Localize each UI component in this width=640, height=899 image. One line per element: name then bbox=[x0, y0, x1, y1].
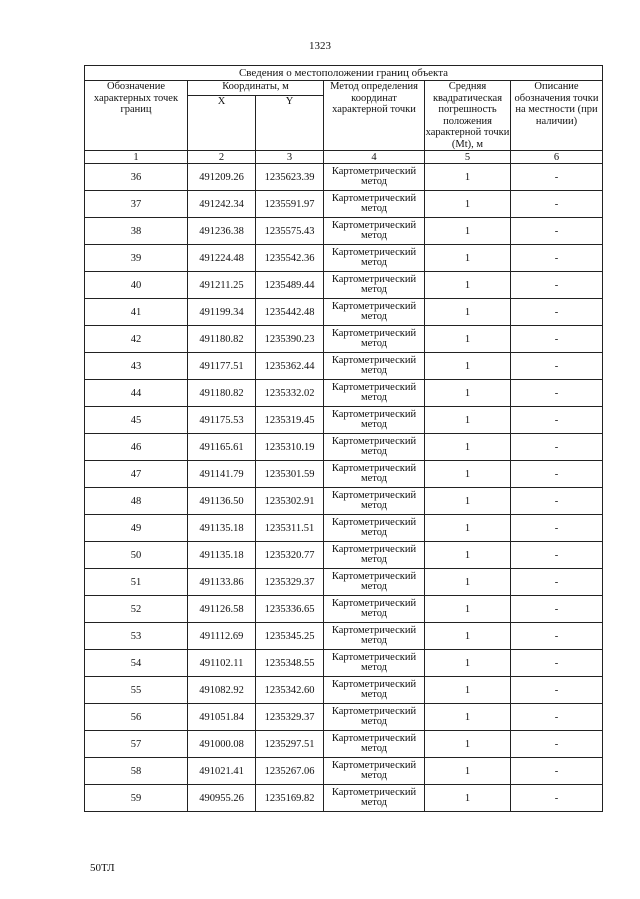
x-coordinate-cell: 491209.26 bbox=[188, 164, 256, 191]
method-cell: Картометрический метод bbox=[324, 515, 425, 542]
point-cell: 44 bbox=[85, 380, 188, 407]
method-cell: Картометрический метод bbox=[324, 623, 425, 650]
x-coordinate-cell: 491112.69 bbox=[188, 623, 256, 650]
method-cell: Картометрический метод bbox=[324, 326, 425, 353]
table-title: Сведения о местоположении границ объекта bbox=[85, 66, 603, 81]
description-cell: - bbox=[511, 434, 603, 461]
x-coordinate-cell: 491135.18 bbox=[188, 515, 256, 542]
y-coordinate-cell: 1235319.45 bbox=[256, 407, 324, 434]
header-error: Средняя квадратическая погрешность положения характерной точки (Mt), м bbox=[425, 81, 510, 150]
x-coordinate-cell: 491000.08 bbox=[188, 731, 256, 758]
x-coordinate-cell: 491051.84 bbox=[188, 704, 256, 731]
x-coordinate-cell: 491177.51 bbox=[188, 353, 256, 380]
description-cell: - bbox=[511, 380, 603, 407]
column-numbers-row bbox=[85, 151, 603, 164]
table-row bbox=[85, 353, 603, 380]
error-cell: 1 bbox=[425, 461, 511, 488]
error-cell: 1 bbox=[425, 731, 511, 758]
method-cell: Картометрический метод bbox=[324, 245, 425, 272]
description-cell: - bbox=[511, 461, 603, 488]
error-cell: 1 bbox=[425, 596, 511, 623]
description-cell: - bbox=[511, 326, 603, 353]
y-coordinate-cell: 1235302.91 bbox=[256, 488, 324, 515]
x-coordinate-cell: 490955.26 bbox=[188, 785, 256, 812]
point-cell: 54 bbox=[85, 650, 188, 677]
description-cell: - bbox=[511, 596, 603, 623]
y-coordinate-cell: 1235575.43 bbox=[256, 218, 324, 245]
description-cell: - bbox=[511, 785, 603, 812]
error-cell: 1 bbox=[425, 569, 511, 596]
y-coordinate-cell: 1235297.51 bbox=[256, 731, 324, 758]
footer-code: 50ТЛ bbox=[90, 862, 115, 874]
header-y: Y bbox=[256, 96, 324, 111]
description-cell: - bbox=[511, 353, 603, 380]
method-cell: Картометрический метод bbox=[324, 272, 425, 299]
header-x-spacer bbox=[188, 110, 256, 151]
column-number: 6 bbox=[511, 151, 603, 164]
description-cell: - bbox=[511, 218, 603, 245]
x-coordinate-cell: 491199.34 bbox=[188, 299, 256, 326]
y-coordinate-cell: 1235345.25 bbox=[256, 623, 324, 650]
description-cell: - bbox=[511, 704, 603, 731]
y-coordinate-cell: 1235342.60 bbox=[256, 677, 324, 704]
point-cell: 36 bbox=[85, 164, 188, 191]
method-cell: Картометрический метод bbox=[324, 164, 425, 191]
description-cell: - bbox=[511, 272, 603, 299]
y-coordinate-cell: 1235320.77 bbox=[256, 542, 324, 569]
column-number: 1 bbox=[85, 151, 188, 164]
table-row bbox=[85, 542, 603, 569]
header-description: Описание обозначения точки на местности (при наличии) bbox=[511, 81, 603, 151]
method-cell: Картометрический метод bbox=[324, 380, 425, 407]
x-coordinate-cell: 491180.82 bbox=[188, 326, 256, 353]
point-cell: 39 bbox=[85, 245, 188, 272]
error-cell: 1 bbox=[425, 191, 511, 218]
table-row bbox=[85, 326, 603, 353]
x-coordinate-cell: 491141.79 bbox=[188, 461, 256, 488]
error-cell: 1 bbox=[425, 542, 511, 569]
description-cell: - bbox=[511, 164, 603, 191]
y-coordinate-cell: 1235591.97 bbox=[256, 191, 324, 218]
description-cell: - bbox=[511, 191, 603, 218]
table-row bbox=[85, 569, 603, 596]
y-coordinate-cell: 1235336.65 bbox=[256, 596, 324, 623]
error-cell: 1 bbox=[425, 299, 511, 326]
x-coordinate-cell: 491224.48 bbox=[188, 245, 256, 272]
method-cell: Картометрический метод bbox=[324, 434, 425, 461]
description-cell: - bbox=[511, 515, 603, 542]
error-cell: 1 bbox=[425, 245, 511, 272]
error-cell: 1 bbox=[425, 785, 511, 812]
error-cell: 1 bbox=[425, 515, 511, 542]
point-cell: 43 bbox=[85, 353, 188, 380]
description-cell: - bbox=[511, 542, 603, 569]
y-coordinate-cell: 1235310.19 bbox=[256, 434, 324, 461]
table-row bbox=[85, 596, 603, 623]
point-cell: 51 bbox=[85, 569, 188, 596]
method-cell: Картометрический метод bbox=[324, 353, 425, 380]
method-cell: Картометрический метод bbox=[324, 785, 425, 812]
point-cell: 58 bbox=[85, 758, 188, 785]
point-cell: 57 bbox=[85, 731, 188, 758]
y-coordinate-cell: 1235623.39 bbox=[256, 164, 324, 191]
method-cell: Картометрический метод bbox=[324, 461, 425, 488]
method-cell: Картометрический метод bbox=[324, 704, 425, 731]
method-cell: Картометрический метод bbox=[324, 218, 425, 245]
y-coordinate-cell: 1235390.23 bbox=[256, 326, 324, 353]
table-row bbox=[85, 461, 603, 488]
table-row bbox=[85, 731, 603, 758]
description-cell: - bbox=[511, 623, 603, 650]
x-coordinate-cell: 491102.11 bbox=[188, 650, 256, 677]
column-number: 4 bbox=[324, 151, 425, 164]
column-number: 2 bbox=[188, 151, 256, 164]
method-cell: Картометрический метод bbox=[324, 596, 425, 623]
x-coordinate-cell: 491133.86 bbox=[188, 569, 256, 596]
y-coordinate-cell: 1235329.37 bbox=[256, 569, 324, 596]
method-cell: Картометрический метод bbox=[324, 758, 425, 785]
column-number: 3 bbox=[256, 151, 324, 164]
error-cell: 1 bbox=[425, 353, 511, 380]
error-cell: 1 bbox=[425, 326, 511, 353]
table-row bbox=[85, 785, 603, 812]
description-cell: - bbox=[511, 245, 603, 272]
description-cell: - bbox=[511, 299, 603, 326]
header-x: X bbox=[188, 96, 256, 111]
table-row bbox=[85, 380, 603, 407]
point-cell: 56 bbox=[85, 704, 188, 731]
x-coordinate-cell: 491135.18 bbox=[188, 542, 256, 569]
x-coordinate-cell: 491021.41 bbox=[188, 758, 256, 785]
table-row bbox=[85, 650, 603, 677]
table-row bbox=[85, 677, 603, 704]
description-cell: - bbox=[511, 650, 603, 677]
method-cell: Картометрический метод bbox=[324, 569, 425, 596]
table-row bbox=[85, 245, 603, 272]
description-cell: - bbox=[511, 677, 603, 704]
point-cell: 47 bbox=[85, 461, 188, 488]
table-row bbox=[85, 515, 603, 542]
header-coordinates: Координаты, м bbox=[188, 81, 324, 96]
error-cell: 1 bbox=[425, 407, 511, 434]
column-number: 5 bbox=[425, 151, 511, 164]
description-cell: - bbox=[511, 488, 603, 515]
error-cell: 1 bbox=[425, 380, 511, 407]
table-row bbox=[85, 434, 603, 461]
point-cell: 53 bbox=[85, 623, 188, 650]
table-row bbox=[85, 164, 603, 191]
x-coordinate-cell: 491242.34 bbox=[188, 191, 256, 218]
page-number: 1323 bbox=[309, 40, 331, 52]
error-cell: 1 bbox=[425, 164, 511, 191]
y-coordinate-cell: 1235489.44 bbox=[256, 272, 324, 299]
error-cell: 1 bbox=[425, 623, 511, 650]
table-row bbox=[85, 272, 603, 299]
method-cell: Картометрический метод bbox=[324, 542, 425, 569]
method-cell: Картометрический метод bbox=[324, 191, 425, 218]
error-cell: 1 bbox=[425, 434, 511, 461]
table-row bbox=[85, 218, 603, 245]
y-coordinate-cell: 1235348.55 bbox=[256, 650, 324, 677]
y-coordinate-cell: 1235362.44 bbox=[256, 353, 324, 380]
method-cell: Картометрический метод bbox=[324, 488, 425, 515]
point-cell: 40 bbox=[85, 272, 188, 299]
table-row bbox=[85, 704, 603, 731]
method-cell: Картометрический метод bbox=[324, 299, 425, 326]
y-coordinate-cell: 1235169.82 bbox=[256, 785, 324, 812]
header-method: Метод определения координат характерной точки bbox=[324, 81, 425, 151]
y-coordinate-cell: 1235267.06 bbox=[256, 758, 324, 785]
boundary-points-table bbox=[84, 65, 603, 812]
point-cell: 46 bbox=[85, 434, 188, 461]
x-coordinate-cell: 491126.58 bbox=[188, 596, 256, 623]
error-cell: 1 bbox=[425, 758, 511, 785]
x-coordinate-cell: 491136.50 bbox=[188, 488, 256, 515]
y-coordinate-cell: 1235442.48 bbox=[256, 299, 324, 326]
y-coordinate-cell: 1235332.02 bbox=[256, 380, 324, 407]
description-cell: - bbox=[511, 758, 603, 785]
point-cell: 55 bbox=[85, 677, 188, 704]
method-cell: Картометрический метод bbox=[324, 677, 425, 704]
error-cell: 1 bbox=[425, 677, 511, 704]
error-cell: 1 bbox=[425, 488, 511, 515]
point-cell: 52 bbox=[85, 596, 188, 623]
table-row bbox=[85, 299, 603, 326]
x-coordinate-cell: 491175.53 bbox=[188, 407, 256, 434]
method-cell: Картометрический метод bbox=[324, 731, 425, 758]
table-row bbox=[85, 623, 603, 650]
description-cell: - bbox=[511, 407, 603, 434]
table-row bbox=[85, 758, 603, 785]
error-cell: 1 bbox=[425, 218, 511, 245]
error-cell: 1 bbox=[425, 272, 511, 299]
x-coordinate-cell: 491165.61 bbox=[188, 434, 256, 461]
description-cell: - bbox=[511, 569, 603, 596]
y-coordinate-cell: 1235311.51 bbox=[256, 515, 324, 542]
x-coordinate-cell: 491236.38 bbox=[188, 218, 256, 245]
table-row bbox=[85, 488, 603, 515]
y-coordinate-cell: 1235542.36 bbox=[256, 245, 324, 272]
table-row bbox=[85, 191, 603, 218]
error-cell: 1 bbox=[425, 650, 511, 677]
error-cell: 1 bbox=[425, 704, 511, 731]
header-designation: Обозначение характерных точек границ bbox=[85, 81, 188, 151]
point-cell: 42 bbox=[85, 326, 188, 353]
x-coordinate-cell: 491211.25 bbox=[188, 272, 256, 299]
x-coordinate-cell: 491180.82 bbox=[188, 380, 256, 407]
description-cell: - bbox=[511, 731, 603, 758]
point-cell: 41 bbox=[85, 299, 188, 326]
table-row bbox=[85, 407, 603, 434]
point-cell: 50 bbox=[85, 542, 188, 569]
point-cell: 37 bbox=[85, 191, 188, 218]
x-coordinate-cell: 491082.92 bbox=[188, 677, 256, 704]
point-cell: 49 bbox=[85, 515, 188, 542]
method-cell: Картометрический метод bbox=[324, 407, 425, 434]
point-cell: 48 bbox=[85, 488, 188, 515]
point-cell: 59 bbox=[85, 785, 188, 812]
y-coordinate-cell: 1235329.37 bbox=[256, 704, 324, 731]
y-coordinate-cell: 1235301.59 bbox=[256, 461, 324, 488]
point-cell: 38 bbox=[85, 218, 188, 245]
point-cell: 45 bbox=[85, 407, 188, 434]
header-y-spacer bbox=[256, 110, 324, 151]
method-cell: Картометрический метод bbox=[324, 650, 425, 677]
